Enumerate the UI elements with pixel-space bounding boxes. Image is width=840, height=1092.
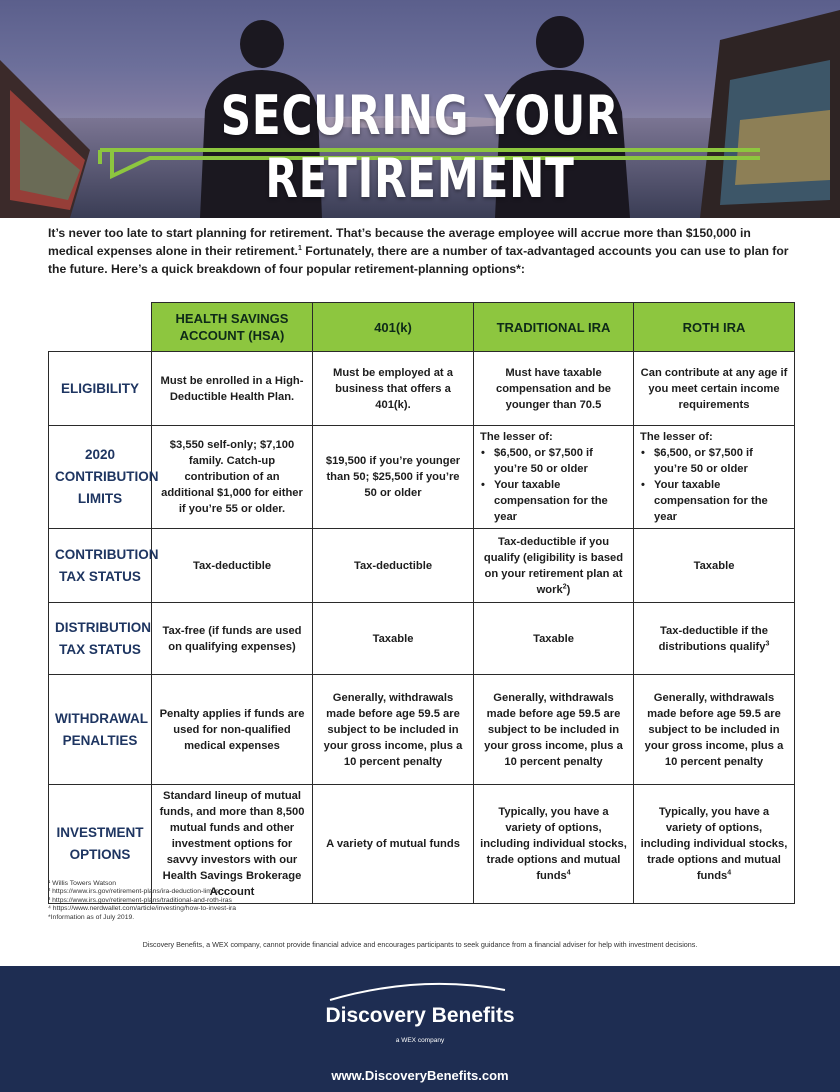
table-row	[49, 675, 795, 785]
roth-distribution-tax-text: Tax-deductible if the distributions qualify	[658, 624, 768, 653]
cell-trad-distribution-tax: Taxable	[474, 603, 634, 675]
cell-trad-investment	[474, 785, 634, 904]
cell-roth-contribution-tax: Taxable	[634, 529, 795, 603]
row-header-contribution-limits: 2020 CONTRIBUTION LIMITS	[49, 426, 152, 529]
list-item: • Your taxable compensation for the year	[492, 477, 627, 525]
footnote: ³ https://www.irs.gov/retirement-plans/traditional-and-roth-iras	[48, 896, 232, 904]
hero-banner	[0, 0, 840, 218]
cell-roth-penalties: Generally, withdrawals made before age 59.5 are subject to be included in your gross income, plus a 10 percent penalty	[634, 675, 795, 785]
row-header-withdrawal-penalties: WITHDRAWAL PENALTIES	[49, 675, 152, 785]
trad-contribution-tax-close: )	[566, 583, 571, 596]
intro-text-1: It’s never too late to start planning for retirement. That’s because the average employee will accrue more than $150,000 in medical expenses alone in their retirement.	[48, 226, 751, 258]
cell-hsa-eligibility: Must be enrolled in a High-Deductible Health Plan.	[152, 352, 313, 426]
cell-401k-limits: $19,500 if you’re younger than 50; $25,500 if you’re 50 or older	[313, 426, 474, 529]
table-header-row	[49, 303, 795, 352]
footnote-ref: 3	[765, 639, 770, 647]
row-header-eligibility: ELIGIBILITY	[49, 352, 152, 426]
column-header-hsa: HEALTH SAVINGS ACCOUNT (HSA)	[152, 303, 313, 352]
cell-401k-penalties: Generally, withdrawals made before age 59.5 are subject to be included in your gross income, plus a 10 percent penalty	[313, 675, 474, 785]
cell-roth-eligibility: Can contribute at any age if you meet certain income requirements	[634, 352, 795, 426]
row-header-contribution-tax-status: CONTRIBUTION TAX STATUS	[49, 529, 152, 603]
table-corner	[49, 303, 152, 352]
trad-limits-lead: The lesser of:	[480, 431, 553, 443]
footnote-ref: 4	[566, 869, 571, 877]
trad-contribution-tax-text: Tax-deductible if you qualify (eligibility is based on your retirement plan at work	[483, 535, 624, 596]
disclaimer: Discovery Benefits, a WEX company, cannot provide financial advice and encourages participants to seek guidance from a financial adviser for help with investment decisions.	[142, 940, 698, 949]
cell-trad-penalties: Generally, withdrawals made before age 59.5 are subject to be included in your gross income, plus a 10 percent penalty	[474, 675, 634, 785]
cell-hsa-penalties: Penalty applies if funds are used for non-qualified medical expenses	[152, 675, 313, 785]
column-header-roth-ira: ROTH IRA	[634, 303, 795, 352]
cell-401k-distribution-tax: Taxable	[313, 603, 474, 675]
list-item: • $6,500, or $7,500 if you’re 50 or older	[652, 445, 788, 477]
cell-hsa-investment: Standard lineup of mutual funds, and more than 8,500 mutual funds and other investment options for savvy investors with our Health Savings Brokerage Account	[152, 785, 313, 904]
cell-hsa-contribution-tax: Tax-deductible	[152, 529, 313, 603]
row-header-distribution-tax-status: DISTRIBUTION TAX STATUS	[49, 603, 152, 675]
footnote: ⁴ https://www.nerdwallet.com/article/investing/how-to-invest-ira	[48, 905, 237, 913]
cell-roth-limits	[634, 426, 795, 529]
footnote: *Information as of July 2019.	[48, 913, 135, 921]
footnotes	[48, 880, 236, 922]
table-row	[49, 426, 795, 529]
trad-limits-list	[480, 445, 627, 525]
table-row	[49, 603, 795, 675]
cell-trad-eligibility: Must have taxable compensation and be younger than 70.5	[474, 352, 634, 426]
intro-text-2: Fortunately, there are a number of tax-advantaged accounts you can use to plan for the future. Here’s a quick breakdown of four popular retirement-planning options*:	[48, 244, 789, 276]
footnote-ref: 4	[727, 869, 732, 877]
column-header-traditional-ira: TRADITIONAL IRA	[474, 303, 634, 352]
footnote: ¹ Willis Towers Watson	[48, 880, 116, 887]
footnote: ² https://www.irs.gov/retirement-plans/ira-deduction-limits	[48, 888, 219, 896]
cell-401k-contribution-tax: Tax-deductible	[313, 529, 474, 603]
list-item: • $6,500, or $7,500 if you’re 50 or older	[492, 445, 627, 477]
roth-limits-lead: The lesser of:	[640, 431, 713, 443]
cell-trad-limits	[474, 426, 634, 529]
column-header-401k: 401(k)	[313, 303, 474, 352]
intro-paragraph	[48, 224, 793, 278]
cell-roth-investment	[634, 785, 795, 904]
cell-401k-investment: A variety of mutual funds	[313, 785, 474, 904]
table-row	[49, 352, 795, 426]
brand-logo: Discovery Benefits	[325, 1004, 515, 1027]
intro-footnote-ref: 1	[297, 244, 302, 252]
list-item: • Your taxable compensation for the year	[652, 477, 788, 525]
footnote-ref: 2	[562, 582, 567, 590]
cell-hsa-distribution-tax: Tax-free (if funds are used on qualifying expenses)	[152, 603, 313, 675]
website-link[interactable]: www.DiscoveryBenefits.com	[331, 1068, 509, 1083]
cell-roth-distribution-tax	[634, 603, 795, 675]
roth-limits-list	[640, 445, 788, 525]
table-row	[49, 529, 795, 603]
footer	[0, 966, 840, 1092]
brand-tagline: a WEX company	[395, 1037, 445, 1044]
roth-investment-text: Typically, you have a variety of options, including individual stocks, trade options and mutual funds	[640, 806, 788, 882]
cell-trad-contribution-tax	[474, 529, 634, 603]
trad-investment-text: Typically, you have a variety of options, including individual stocks, trade options and mutual funds	[480, 806, 627, 882]
row-header-investment-options: INVESTMENT OPTIONS	[49, 785, 152, 904]
page-title: SECURING YOUR RETIREMENT	[220, 84, 620, 210]
comparison-table	[48, 302, 795, 904]
cell-hsa-limits: $3,550 self-only; $7,100 family. Catch-up contribution of an additional $1,000 for either if you’re 55 or older.	[152, 426, 313, 529]
cell-401k-eligibility: Must be employed at a business that offers a 401(k).	[313, 352, 474, 426]
